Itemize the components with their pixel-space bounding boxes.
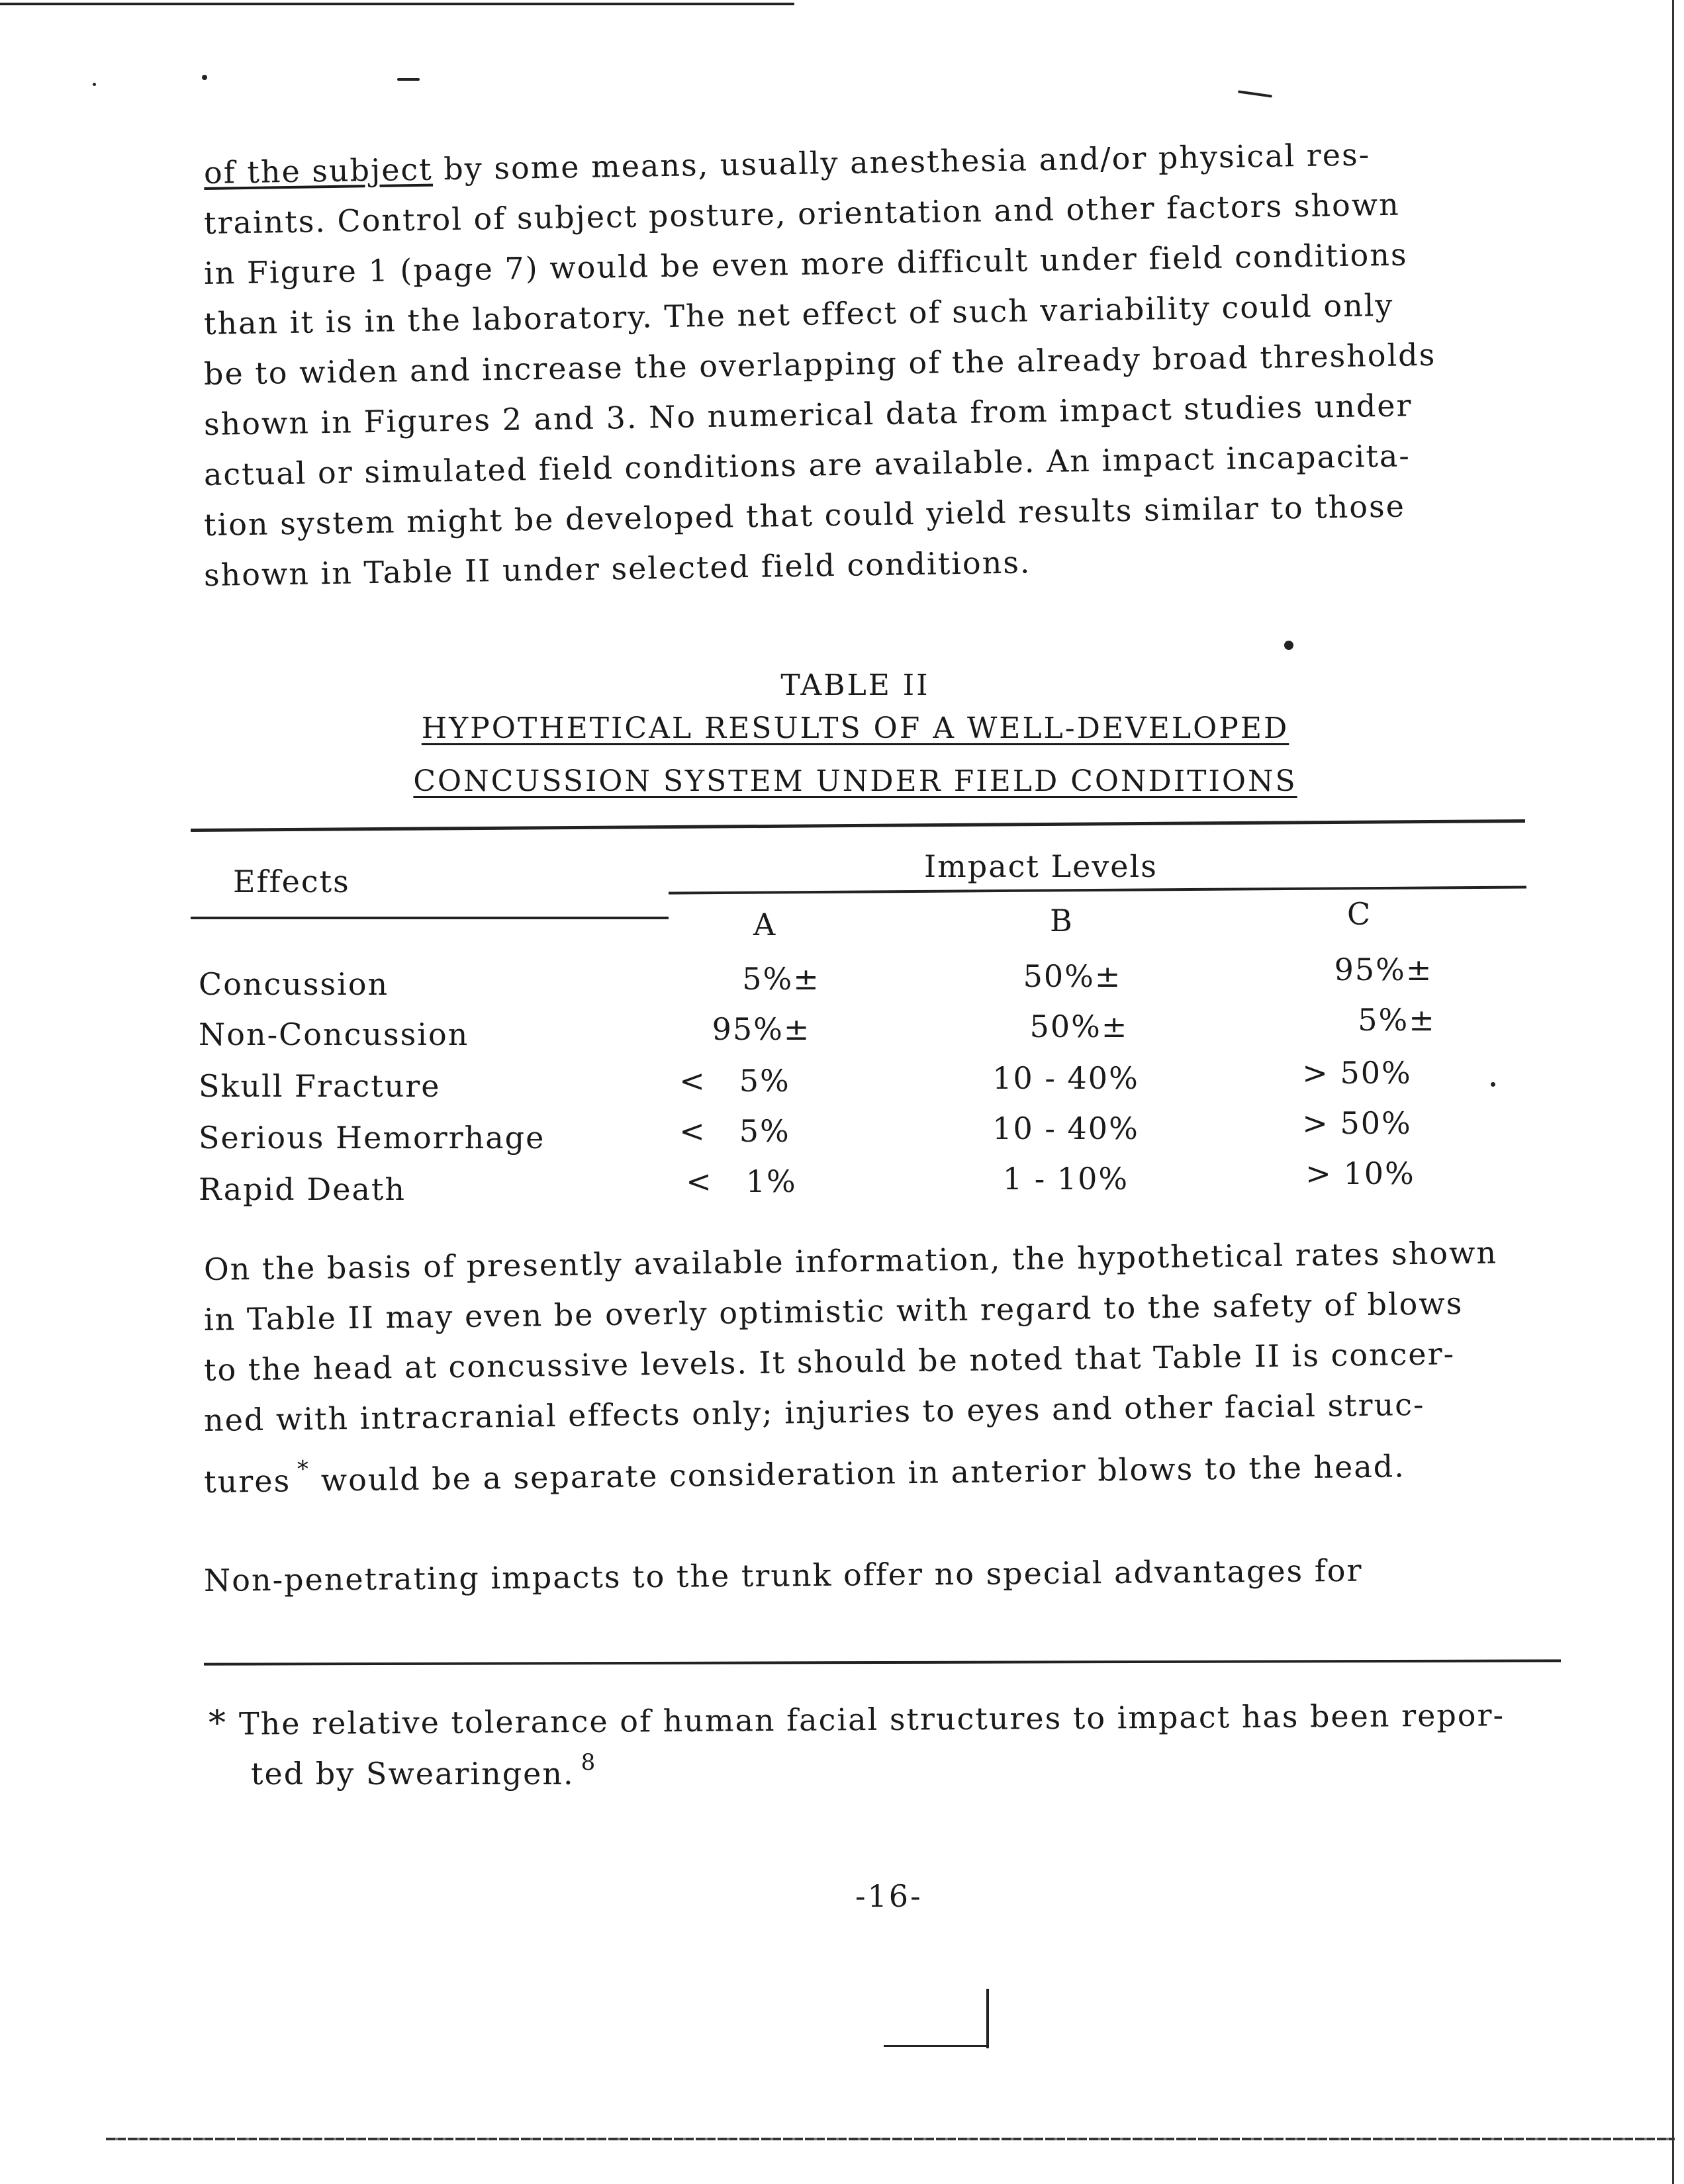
paragraph-1-line: shown in Figures 2 and 3. No numerical data from impact studies under (203, 387, 1413, 442)
table-header-level-c: C (1347, 896, 1372, 932)
table-row (0, 1002, 1684, 1056)
table-cell-level-a: < 5% (679, 1113, 790, 1149)
footnote-line-1: The relative tolerance of human facial structures to impact has been repor- (238, 1697, 1505, 1742)
table-cell-level-c: 5%± (1358, 1002, 1436, 1038)
table-header-level-b: B (1050, 903, 1074, 938)
paragraph-2 (203, 1234, 1498, 1500)
table-cell-level-b: 10 - 40% (992, 1111, 1139, 1146)
paragraph-1-line: tion system might be developed that could yield results similar to those (203, 488, 1406, 543)
bracket-mark-horizontal (884, 2045, 988, 2047)
paragraph-1 (203, 136, 1436, 600)
paragraph-2-line: On the basis of presently available information, the hypothetical rates shown (203, 1234, 1498, 1287)
table-cell-level-c: > 50% (1302, 1105, 1412, 1141)
table-cell-level-b: 10 - 40% (992, 1060, 1139, 1096)
paragraph-1-line: be to widen and increase the overlapping of the already broad thresholds (203, 336, 1436, 392)
table-cell-level-c: > 50% (1302, 1055, 1412, 1091)
impact-levels-rule (669, 886, 1526, 894)
table-cell-level-a: 95%± (712, 1011, 811, 1047)
table-label: TABLE II (780, 668, 930, 702)
paragraph-2-line: ned with intracranial effects only; injuries to eyes and other facial struc- (203, 1386, 1425, 1438)
table-cell-effect: Non-Concussion (199, 1017, 469, 1052)
paragraph-3 (203, 1552, 1363, 1606)
footnote-line-2-wrap (209, 1743, 1505, 1793)
table-title-line-2: CONCUSSION SYSTEM UNDER FIELD CONDITIONS (413, 764, 1297, 798)
effects-header-rule (191, 917, 669, 919)
paragraph-1-line: than it is in the laboratory. The net effect of such variability could only (203, 287, 1394, 341)
table-header-level-a: A (753, 907, 777, 942)
bottom-scan-edge (106, 2138, 1675, 2140)
table-title-line-1: HYPOTHETICAL RESULTS OF A WELL-DEVELOPED (421, 711, 1289, 745)
paragraph-1-line: in Figure 1 (page 7) would be even more difficult under field conditions (203, 236, 1408, 291)
footnote-line-1-wrap (209, 1695, 1505, 1743)
table-cell-level-a: 5%± (742, 961, 820, 997)
page-number: -16- (855, 1878, 923, 1914)
footnote-marker: * (208, 1703, 228, 1743)
paragraph-1-line: actual or simulated field conditions are available. An impact incapacita- (203, 437, 1411, 492)
paragraph-2-line-end: would be a separate consideration in anterior blows to the head. (309, 1448, 1406, 1498)
table-top-rule (191, 819, 1525, 832)
paragraph-2-line: in Table II may even be overly optimistic with regard to the safety of blows (203, 1285, 1464, 1338)
paragraph-2-line: to the head at concussive levels. It should be noted that Table II is concer- (203, 1336, 1456, 1388)
table-cell-level-b: 50%± (1023, 958, 1122, 994)
paragraph-1-line: shown in Table II under selected field conditions. (203, 544, 1031, 593)
footnote (208, 1697, 1505, 1793)
table-cell-level-b: 50%± (1029, 1009, 1129, 1044)
footnote-citation-number: 8 (581, 1749, 597, 1776)
table-row (0, 1156, 1684, 1211)
table-row (0, 1105, 1684, 1160)
table-cell-level-c: 95%± (1334, 952, 1433, 987)
paragraph-3-line: Non-penetrating impacts to the trunk offer no special advantages for (203, 1552, 1363, 1598)
table-header-effects: Effects (233, 864, 350, 899)
table-cell-effect: Rapid Death (199, 1171, 406, 1207)
table-cell-effect: Serious Hemorrhage (199, 1120, 545, 1156)
scan-speck (1284, 641, 1293, 650)
underlined-phrase: of the subject (203, 151, 434, 191)
top-edge-rule (0, 3, 794, 5)
footnote-reference-asterisk: * (297, 1455, 310, 1483)
table-cell-effect: Concussion (199, 966, 389, 1002)
scan-speck (93, 83, 96, 86)
table-cell-level-c: > 10% (1305, 1156, 1415, 1191)
table-cell-effect: Skull Fracture (199, 1068, 441, 1104)
paragraph-1-line: traints. Control of subject posture, orientation and other factors shown (203, 186, 1401, 241)
scan-mark (397, 78, 420, 81)
bracket-mark-vertical (986, 1989, 989, 2048)
table-row (0, 1055, 1684, 1108)
paragraph-1-line-text: by some means, usually anesthesia and/or physical res- (432, 136, 1371, 187)
table-cell-level-a: < 1% (686, 1163, 797, 1199)
table-header-impact-levels: Impact Levels (924, 848, 1158, 884)
scan-mark (1238, 90, 1272, 97)
footnote-line-2: ted by Swearingen. (251, 1756, 575, 1792)
table-cell-level-a: < 5% (679, 1063, 790, 1099)
table-row (0, 952, 1684, 1006)
scan-speck (202, 75, 207, 80)
footnote-separator-rule (204, 1659, 1561, 1665)
table-cell-level-b: 1 - 10% (1002, 1161, 1129, 1197)
paragraph-2-line-start: tures (203, 1463, 291, 1500)
